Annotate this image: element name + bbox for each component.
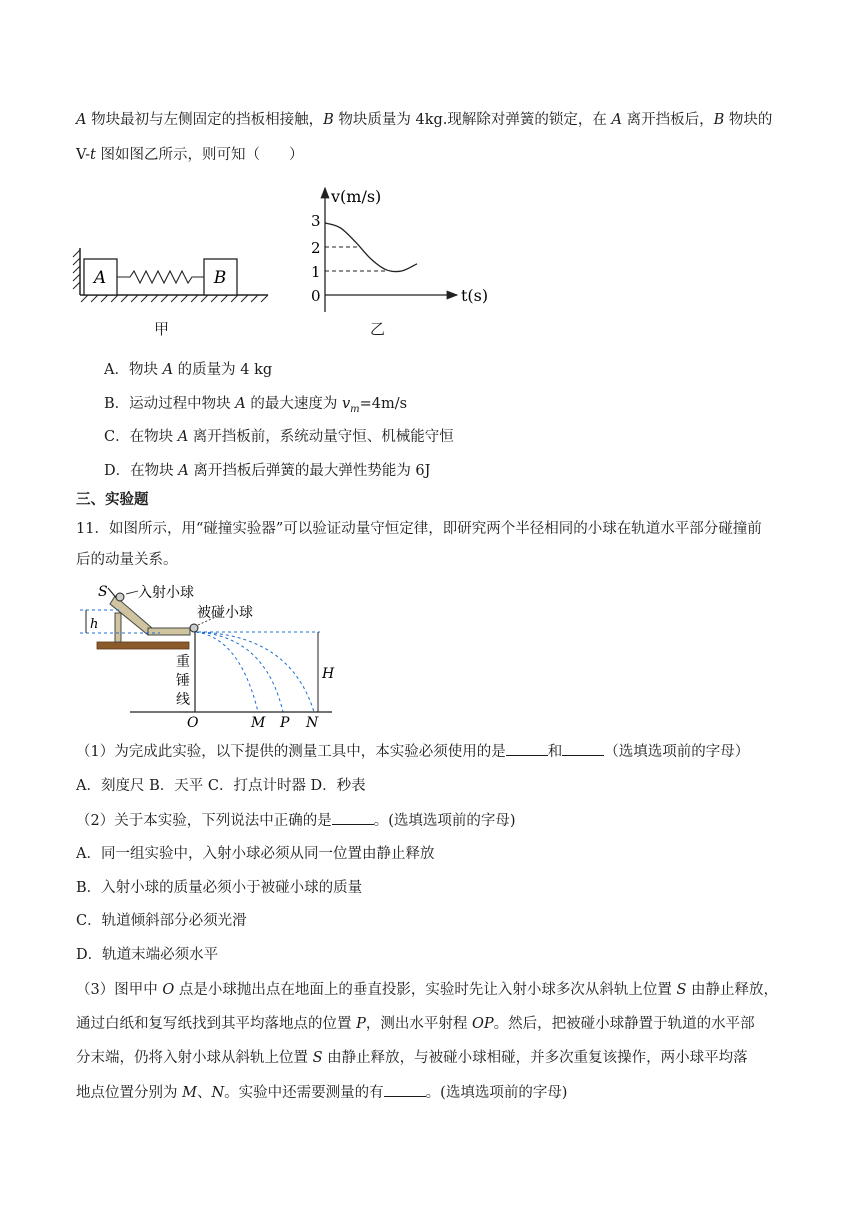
q11-part-3-line-4: 地点位置分别为 M、N。实验中还需要测量的有 。(选填选项前的字母) <box>76 1082 567 1103</box>
q11-line-2: 后的动量关系。 <box>76 552 178 568</box>
label-n: N <box>306 715 319 730</box>
spring <box>117 271 204 283</box>
figure-yi-caption: 乙 <box>370 320 386 338</box>
target-ball <box>190 624 198 632</box>
label-plumb-3: 线 <box>176 692 190 708</box>
ramp-flat <box>148 628 190 635</box>
q11-part-1-options: A．刻度尺 B．天平 C．打点计时器 D．秒表 <box>76 778 366 794</box>
trajectory-n <box>196 632 314 712</box>
table-board <box>97 642 189 649</box>
q11-part-2-option-d: D．轨道末端必须水平 <box>76 947 219 963</box>
label-incident-ball: 入射小球 <box>138 585 194 601</box>
answer-blank-1a[interactable] <box>506 741 548 756</box>
tick-label-0: 0 <box>311 287 321 305</box>
ramp-support <box>115 613 121 642</box>
label-plumb-1: 重 <box>176 654 190 670</box>
label-m: M <box>251 715 266 730</box>
q11-part-3-line-2: 通过白纸和复写纸找到其平均落地点的位置 P，测出水平射程 OP。然后，把被碰小球静置于轨道的水平部 <box>76 1016 755 1032</box>
intro-line-2: V-t 图如图乙所示，则可知（ ） <box>76 147 304 163</box>
section-title: 三、实验题 <box>76 491 149 508</box>
incident-ball <box>116 593 124 601</box>
q11-part-2-option-a: A．同一组实验中，入射小球必须从同一位置由静止释放 <box>76 846 435 862</box>
velocity-curve <box>325 223 417 272</box>
q11-part-2-option-b: B．入射小球的质量必须小于被碰小球的质量 <box>76 880 363 896</box>
t-axis-label: t(s) <box>461 286 489 305</box>
label-target-ball: 被碰小球 <box>197 605 253 621</box>
q10-option-b: B．运动过程中物块 A 的最大速度为 $v_m=4m/s$ <box>104 396 408 415</box>
label-s: S <box>98 584 108 600</box>
label-h-small: h <box>90 617 99 632</box>
answer-blank-2[interactable] <box>332 810 374 825</box>
q11-part-2: （2）关于本实验，下列说法中正确的是 。(选填选项前的字母) <box>76 810 516 831</box>
label-o: O <box>187 715 199 730</box>
label-plumb-2: 锤 <box>176 673 190 689</box>
trajectory-p <box>196 632 283 712</box>
q11-part-1: （1）为完成此实验，以下提供的测量工具中，本实验必须使用的是 和 （选填选项前的字母） <box>76 741 749 762</box>
label-H-big: H <box>322 666 335 682</box>
tick-label-1: 1 <box>311 263 321 281</box>
tick-label-3: 3 <box>311 212 321 230</box>
q11-part-3-line-3: 分末端，仍将入射小球从斜轨上位置 S 由静止释放，与被碰小球相碰，并多次重复该操作，两小球平均落 <box>76 1050 748 1066</box>
v-axis-label: v(m/s) <box>331 187 382 206</box>
figure-apparatus <box>70 578 350 730</box>
tick-label-2: 2 <box>311 239 321 257</box>
answer-blank-1b[interactable] <box>562 741 604 756</box>
q10-option-c: C．在物块 A 离开挡板前，系统动量守恒、机械能守恒 <box>104 429 454 445</box>
trajectory-m <box>196 632 258 712</box>
label-p: P <box>280 715 290 730</box>
block-a-label: A <box>93 268 107 288</box>
intro-line-1: A 物块最初与左侧固定的挡板相接触，B 物块质量为 4kg.现解除对弹簧的锁定，在 A 离开挡板后，B 物块的 <box>76 112 773 128</box>
q11-part-2-option-c: C．轨道倾斜部分必须光滑 <box>76 913 247 929</box>
q10-option-d: D．在物块 A 离开挡板后弹簧的最大弹性势能为 6J <box>104 463 431 479</box>
q10-option-a: A．物块 A 的质量为 4 kg <box>104 362 273 378</box>
q11-part-3-line-1: （3）图甲中 O 点是小球抛出点在地面上的垂直投影，实验时先让入射小球多次从斜轨上位置 S 由静止释放， <box>76 982 778 998</box>
block-b-label: B <box>213 268 227 288</box>
answer-blank-3[interactable] <box>384 1082 426 1097</box>
figure-jia <box>70 240 275 340</box>
figure-jia-caption: 甲 <box>154 320 170 338</box>
figure-yi-chart <box>295 180 500 320</box>
q11-line-1: 11．如图所示，用“碰撞实验器”可以验证动量守恒定律，即研究两个半径相同的小球在轨道水平部分碰撞前 <box>76 521 762 537</box>
